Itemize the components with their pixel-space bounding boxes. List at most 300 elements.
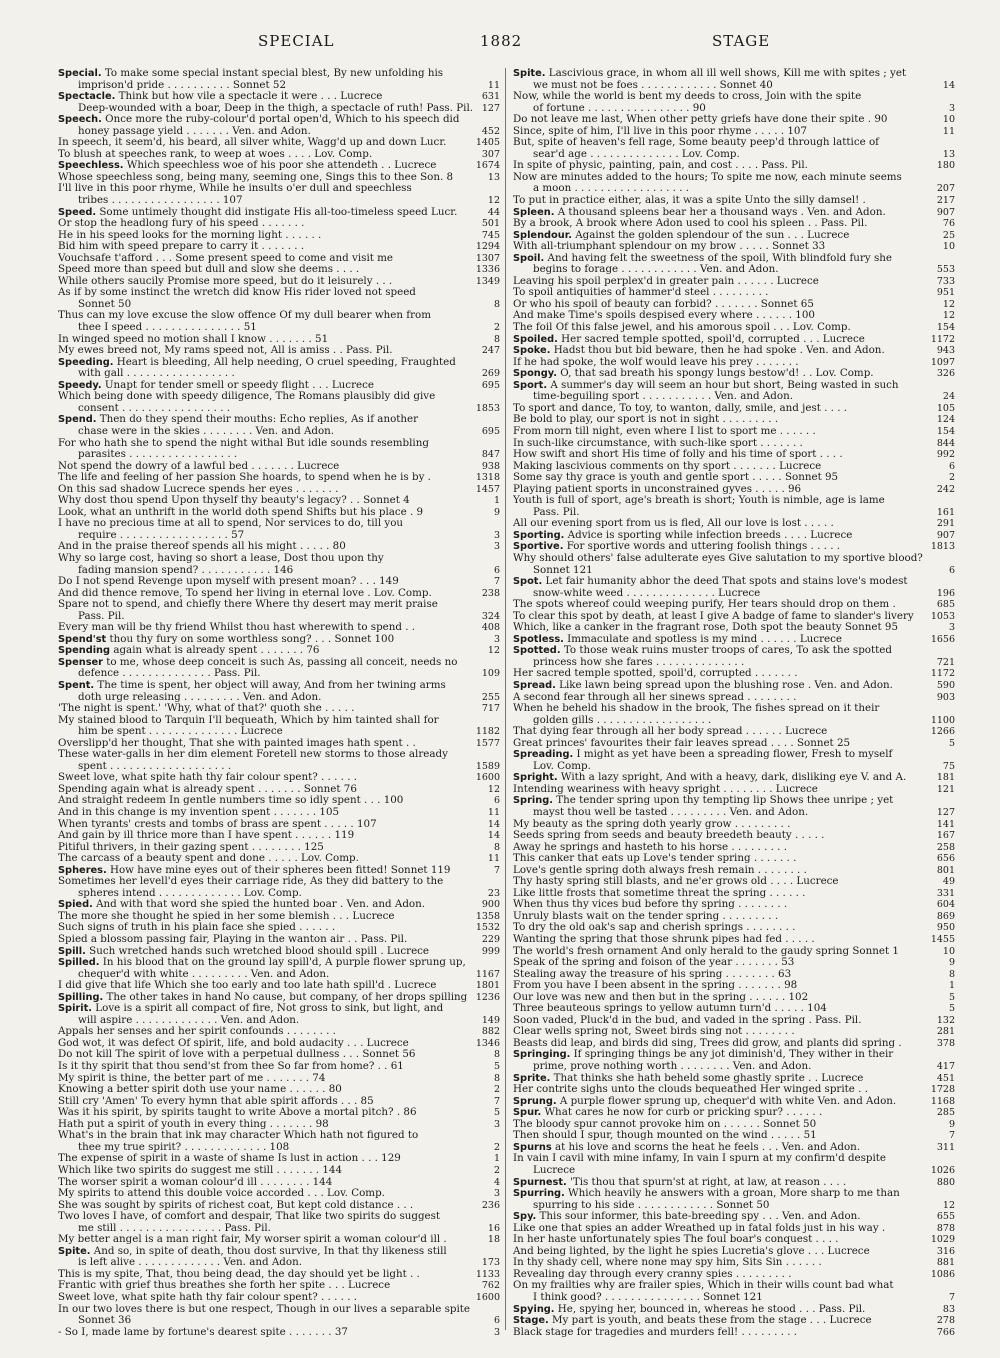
entry-line xyxy=(513,565,955,577)
entry-line xyxy=(58,588,500,600)
entry-line xyxy=(58,899,500,911)
line-reference: 452 xyxy=(481,125,500,137)
entry-text xyxy=(58,160,436,172)
line-reference: 999 xyxy=(481,945,500,957)
line-reference: 1133 xyxy=(475,1268,500,1280)
line-reference: 3 xyxy=(493,541,500,553)
entry-line xyxy=(58,507,500,519)
quotation: Whose speechless song, being many, seeming one, Sings this to thee Son. 8 xyxy=(58,171,454,183)
entry-line xyxy=(513,1073,955,1085)
entry-text xyxy=(58,634,394,646)
line-reference: 324 xyxy=(481,610,500,622)
line-reference: 882 xyxy=(481,1026,500,1038)
entry-line xyxy=(513,657,955,669)
entry-text xyxy=(513,345,885,357)
entry-line xyxy=(58,1269,500,1281)
entry-line xyxy=(58,426,500,438)
entry-text xyxy=(58,749,448,761)
line-reference: 1053 xyxy=(930,610,955,622)
entry-line xyxy=(58,357,500,369)
entry-line xyxy=(58,761,500,773)
quotation: When tyrants' crests and tombs of brass are spent . . . . . 107 xyxy=(58,818,377,830)
entry-line xyxy=(58,842,500,854)
entry-text xyxy=(513,1073,863,1085)
quotation: fading mansion spend? . . . . . . . . . . . 146 xyxy=(78,564,294,576)
entry-text xyxy=(58,807,339,819)
entry-line xyxy=(58,518,500,530)
entry-line xyxy=(58,1038,500,1050)
page-number: 1882 xyxy=(480,32,523,50)
entry-text xyxy=(513,172,902,184)
left-column xyxy=(58,68,500,1338)
entry-line xyxy=(58,160,500,172)
entry-line xyxy=(58,576,500,588)
headword: Speechless. xyxy=(58,160,124,172)
line-reference: 3 xyxy=(493,1188,500,1200)
entry-text xyxy=(533,657,744,669)
quotation: A thousand spleens bear her a thousand ways . Ven. and Adon. xyxy=(554,206,886,218)
entry-text xyxy=(78,103,473,115)
entry-line xyxy=(513,103,955,115)
line-reference: 9 xyxy=(948,957,955,969)
entry-text xyxy=(513,495,885,507)
entry-text xyxy=(513,876,839,888)
entry-line xyxy=(513,1292,955,1304)
line-reference: 141 xyxy=(936,818,955,830)
entry-text xyxy=(513,1096,896,1108)
entry-line xyxy=(58,888,500,900)
quotation: Pass. Pil. xyxy=(533,506,580,518)
quotation: All our evening sport from us is fled, All our love is lost . . . . . xyxy=(513,518,834,530)
entry-line xyxy=(58,1107,500,1119)
entry-text xyxy=(58,207,457,219)
entry-line xyxy=(58,668,500,680)
entry-line xyxy=(58,414,500,426)
line-reference: 181 xyxy=(936,772,955,784)
headword: Spend'st xyxy=(58,633,107,645)
headword: Splendour. xyxy=(513,229,572,241)
quotation: require . . . . . . . . . . . . . . . . . 57 xyxy=(78,529,245,541)
entry-line xyxy=(513,992,955,1004)
entry-text xyxy=(58,1084,342,1096)
quotation: In her haste unfortunately spies The foul boar's conquest . . . . xyxy=(513,1234,839,1246)
line-reference: 5 xyxy=(948,991,955,1003)
headword: Spring. xyxy=(513,795,553,807)
entry-line xyxy=(58,1084,500,1096)
entry-text xyxy=(58,507,423,519)
entry-line xyxy=(58,1257,500,1269)
line-reference: 1 xyxy=(493,1153,500,1165)
quotation: Intending weariness with heavy spright . . . . . . . . Lucrece xyxy=(513,783,818,795)
quotation: with gall . . . . . . . . . . . . . . . . . xyxy=(78,368,235,380)
line-reference: 1457 xyxy=(475,483,500,495)
entry-text xyxy=(513,1003,827,1015)
entry-line xyxy=(58,1315,500,1327)
entry-text xyxy=(58,1188,385,1200)
entry-text xyxy=(58,1269,420,1281)
line-reference: 878 xyxy=(936,1222,955,1234)
quotation: Beasts did leap, and birds did sing, Trees did grow, and plants did spring . xyxy=(513,1037,902,1049)
headword: Spoiled. xyxy=(513,333,558,345)
quotation: spheres intend . . . . . . . . . . . . . Lov. Comp. xyxy=(78,887,302,899)
line-reference: 132 xyxy=(936,1014,955,1026)
quotation: Which speechless woe of his poor she attendeth . . Lucrece xyxy=(123,160,437,172)
entry-line xyxy=(513,1096,955,1108)
line-reference: 316 xyxy=(936,1245,955,1257)
entry-line xyxy=(58,703,500,715)
entry-line xyxy=(513,207,955,219)
entry-line xyxy=(513,287,955,299)
entry-text xyxy=(58,357,456,369)
entry-line xyxy=(513,1165,955,1177)
entry-line xyxy=(58,310,500,322)
line-reference: 3 xyxy=(493,633,500,645)
quotation: Now are minutes added to the hours; To spite me now, each minute seems xyxy=(513,171,902,183)
line-reference: 326 xyxy=(936,368,955,380)
quotation: 'The night is spent.' 'Why, what of that?' quoth she . . . . . xyxy=(58,703,355,715)
headword: Speeding. xyxy=(58,356,114,368)
entry-text xyxy=(513,1142,860,1154)
entry-text xyxy=(513,634,842,646)
line-reference: 83 xyxy=(942,1303,955,1315)
quotation: In vain I cavil with mine infamy, In vain I spurn at my confirm'd despite xyxy=(513,1153,887,1165)
entry-text xyxy=(513,137,879,149)
quotation: What cares he now for curb or pricking spur? . . . . . . xyxy=(541,1107,823,1119)
headword: Spill. xyxy=(58,945,86,957)
entry-text xyxy=(78,195,243,207)
quotation: Sweet love, what spite hath thy fair colour spent? . . . . . . xyxy=(58,772,358,784)
line-reference: 7 xyxy=(493,864,500,876)
quotation: parasites . . . . . . . . . . . . . . . . . xyxy=(78,449,238,461)
line-reference: 1029 xyxy=(930,1234,955,1246)
line-reference: 2 xyxy=(493,1084,500,1096)
entry-text xyxy=(533,715,711,727)
entry-text xyxy=(58,414,418,426)
entry-line xyxy=(58,1142,500,1154)
quotation: Lascivious grace, in whom all ill well shows, Kill me with spites ; yet xyxy=(545,68,907,79)
entry-line xyxy=(58,922,500,934)
quotation: My part is youth, and beats these from the stage . . . Lucrece xyxy=(548,1315,872,1327)
quotation: Sonnet 121 xyxy=(533,564,593,576)
entry-text xyxy=(58,461,339,473)
entry-text xyxy=(58,980,436,992)
entry-text xyxy=(78,1315,131,1327)
quotation: of fortune . . . . . . . . . . . . . . . . 90 xyxy=(533,102,706,114)
entry-text xyxy=(513,403,847,415)
line-reference: 14 xyxy=(487,830,500,842)
quotation: My spirits to attend this double voice accorded . . . Lov. Comp. xyxy=(58,1188,385,1200)
headword: Sporting. xyxy=(513,529,565,541)
entry-line xyxy=(513,1015,955,1027)
entry-line xyxy=(513,1280,955,1292)
entry-text xyxy=(58,1026,336,1038)
entry-text xyxy=(58,1096,374,1108)
entry-text xyxy=(513,611,914,623)
quotation: O, that sad breath his spongy lungs bestow'd! . . Lov. Comp. xyxy=(557,368,874,380)
entry-line xyxy=(513,980,955,992)
line-reference: 1674 xyxy=(475,160,500,172)
quotation: The world's fresh ornament And only herald to the gaudy spring Sonnet 1 xyxy=(513,945,899,957)
entry-line xyxy=(513,807,955,819)
line-reference: 1 xyxy=(493,495,500,507)
quotation: The time is spent, her object will away, And from her twining arms xyxy=(94,679,446,691)
entry-line xyxy=(513,1327,955,1339)
line-reference: 229 xyxy=(481,934,500,946)
entry-text xyxy=(513,541,840,553)
line-reference: 49 xyxy=(942,876,955,888)
quotation: Let fair humanity abhor the deed That spots and stains love's modest xyxy=(542,576,908,588)
quotation: Pitiful thrivers, in their gazing spent . . . . . . . . 125 xyxy=(58,841,324,853)
quotation: Spare not to spend, and chiefly there Where thy desert may merit praise xyxy=(58,599,438,611)
line-reference: 127 xyxy=(481,102,500,114)
quotation: When he beheld his shadow in the brook, The fishes spread on it their xyxy=(513,703,880,715)
entry-text xyxy=(58,1061,404,1073)
entry-text xyxy=(513,784,818,796)
quotation: time-beguiling sport . . . . . . . . . . . Ven. and Adon. xyxy=(533,391,793,403)
entry-line xyxy=(513,334,955,346)
entry-line xyxy=(513,1200,955,1212)
entry-line xyxy=(58,68,500,80)
entry-text xyxy=(58,137,446,149)
entry-text xyxy=(78,530,244,542)
quotation: Which, like a canker in the fragrant rose, Doth spot the beauty Sonnet 95 xyxy=(513,622,898,634)
running-head-right: STAGE xyxy=(712,32,771,50)
entry-line xyxy=(513,772,955,784)
quotation: Spending again what is already spent . . . . . . . Sonnet 76 xyxy=(58,783,357,795)
entry-text xyxy=(513,449,843,461)
quotation: Speed more than speed but dull and slow she deems . . . . xyxy=(58,264,360,276)
entry-line xyxy=(58,380,500,392)
quotation: Playing patient sports in unconstrained gyves . . . . . 96 xyxy=(513,483,802,495)
entry-text xyxy=(513,969,791,981)
entry-line xyxy=(513,160,955,172)
line-reference: 1294 xyxy=(475,241,500,253)
line-reference: 1349 xyxy=(475,275,500,287)
quotation: thee I speed . . . . . . . . . . . . . . . 51 xyxy=(78,322,257,334)
line-reference: 6 xyxy=(948,564,955,576)
line-reference: 10 xyxy=(942,241,955,253)
entry-text xyxy=(58,1119,329,1131)
entry-text xyxy=(533,149,740,161)
entry-text xyxy=(513,680,893,692)
quotation: Be bold to play, our sport is not in sight . . . . . . . . . xyxy=(513,414,779,426)
quotation: Unruly blasts wait on the tender spring . . . . . . . . . xyxy=(513,910,779,922)
line-reference: 12 xyxy=(487,783,500,795)
entry-text xyxy=(513,830,824,842)
entry-line xyxy=(58,299,500,311)
quotation: From morn till night, even where I list to sport me . . . . . . xyxy=(513,425,816,437)
headword: Spite. xyxy=(58,1245,91,1257)
quotation: begins to forage . . . . . . . . . . . . Ven. and Adon. xyxy=(533,264,779,276)
entry-text xyxy=(513,772,906,784)
line-reference: 8 xyxy=(948,968,955,980)
entry-text xyxy=(513,334,865,346)
entry-line xyxy=(513,749,955,761)
quotation: Lov. Comp. xyxy=(533,760,591,772)
entry-text xyxy=(58,484,338,496)
entry-text xyxy=(58,1234,447,1246)
entry-text xyxy=(513,1015,862,1027)
quotation: Her sacred temple spotted, spoil'd, corrupted . . . . . . . xyxy=(513,668,798,680)
entry-text xyxy=(513,195,866,207)
quotation: Advice is sporting while infection breeds . . . . Lucrece xyxy=(564,529,853,541)
entry-line xyxy=(513,495,955,507)
quotation: Once more the ruby-colour'd portal open'd, Which to his speech did xyxy=(101,114,460,126)
quotation: And with that word she spied the hunted boar . Ven. and Adon. xyxy=(92,899,426,911)
quotation: Overslipp'd her thought, That she with painted images hath spent . . xyxy=(58,737,416,749)
entry-line xyxy=(513,1130,955,1142)
entry-text xyxy=(58,795,403,807)
entry-line xyxy=(58,368,500,380)
line-reference: 2 xyxy=(493,322,500,334)
entry-text xyxy=(58,1153,401,1165)
entry-text xyxy=(533,1292,763,1304)
entry-text xyxy=(513,472,838,484)
entry-line xyxy=(513,1142,955,1154)
entry-line xyxy=(58,438,500,450)
headword: Spread. xyxy=(513,679,556,691)
entry-text xyxy=(513,553,923,565)
entry-text xyxy=(58,68,443,80)
entry-text xyxy=(513,1177,846,1189)
entry-text xyxy=(78,1257,302,1269)
entry-line xyxy=(58,853,500,865)
entry-text xyxy=(58,715,439,727)
entry-line xyxy=(58,1015,500,1027)
entry-text xyxy=(513,899,787,911)
entry-text xyxy=(513,299,814,311)
line-reference: 745 xyxy=(481,229,500,241)
entry-text xyxy=(78,1223,271,1235)
quotation: To sport and dance, To toy, to wanton, dally, smile, and jest . . . . xyxy=(513,402,848,414)
quotation: Do not kill The spirit of love with a perpetual dullness . . . Sonnet 56 xyxy=(58,1049,416,1061)
entry-text xyxy=(513,68,906,80)
entry-line xyxy=(513,1223,955,1235)
headword: Speedy. xyxy=(58,379,102,391)
line-reference: 161 xyxy=(936,506,955,518)
entry-text xyxy=(513,126,807,138)
entry-text xyxy=(58,1200,413,1212)
entry-text xyxy=(513,1234,838,1246)
quotation: While others saucily Promise more speed, but do it leisurely . . . xyxy=(58,275,393,287)
quotation: Then should I spur, though mounted on the wind . . . . . 51 xyxy=(513,1130,817,1142)
entry-text xyxy=(58,946,429,958)
entry-text xyxy=(513,576,908,588)
entry-text xyxy=(78,969,329,981)
line-reference: 196 xyxy=(936,587,955,599)
entry-line xyxy=(513,449,955,461)
line-reference: 2 xyxy=(948,472,955,484)
quotation: Making lascivious comments on thy sport . . . . . . . Lucrece xyxy=(513,460,822,472)
entry-line xyxy=(58,1003,500,1015)
entry-text xyxy=(78,449,237,461)
entry-text xyxy=(78,368,235,380)
quotation: In speech, it seem'd, his beard, all silver white, Wagg'd up and down Lucr. xyxy=(58,137,447,149)
line-reference: 604 xyxy=(936,899,955,911)
quotation: This sour informer, this bate-breeding spy . . . Ven. and Adon. xyxy=(536,1211,861,1223)
line-reference: 417 xyxy=(936,1061,955,1073)
headword: Sprite. xyxy=(513,1072,551,1084)
quotation: To put in practice either, alas, it was a spite Unto the silly damsel! . xyxy=(513,195,866,207)
entry-line xyxy=(58,334,500,346)
entry-line xyxy=(58,391,500,403)
entry-text xyxy=(58,253,393,265)
quotation: tribes . . . . . . . . . . . . . . . . . 107 xyxy=(78,195,243,207)
quotation: sear'd age . . . . . . . . . . . . . . Lov. Comp. xyxy=(533,148,740,160)
entry-line xyxy=(513,784,955,796)
entry-text xyxy=(513,241,825,253)
entry-line xyxy=(513,530,955,542)
quotation: Or stop the headlong fury of his speed . . . . . . . xyxy=(58,218,305,230)
quotation: The other takes in hand No cause, but company, of her drops spilling xyxy=(103,991,468,1003)
line-reference: 109 xyxy=(481,668,500,680)
headword: Spright. xyxy=(513,772,558,784)
quotation: I think good? . . . . . . . . . . . . . . . Sonnet 121 xyxy=(533,1291,763,1303)
line-reference: 105 xyxy=(936,402,955,414)
quotation: To blush at speeches rank, to weep at woes . . . . Lov. Comp. xyxy=(58,148,373,160)
line-reference: 733 xyxy=(936,275,955,287)
entry-line xyxy=(58,172,500,184)
entry-text xyxy=(533,1165,575,1177)
line-reference: 11 xyxy=(487,79,500,91)
line-reference: 1600 xyxy=(475,772,500,784)
quotation: To those weak ruins muster troops of cares, To ask the spotted xyxy=(560,645,892,657)
entry-text xyxy=(513,692,796,704)
quotation: Do not leave me last, When other petty griefs have done their spite . 90 xyxy=(513,114,888,126)
entry-line xyxy=(513,195,955,207)
quotation: spurring to his side . . . . . . . . . . . . Sonnet 50 xyxy=(533,1199,770,1211)
entry-line xyxy=(58,819,500,831)
entry-text xyxy=(78,426,334,438)
headword: Spoil. xyxy=(513,252,545,264)
quotation: But, spite of heaven's fell rage, Some beauty peep'd through lattice of xyxy=(513,137,879,149)
quotation: Which being done with speedy diligence, The Romans plausibly did give xyxy=(58,391,436,403)
entry-line xyxy=(58,565,500,577)
line-reference: 9 xyxy=(948,1118,955,1130)
headword: Sprung. xyxy=(513,1095,557,1107)
entry-text xyxy=(58,541,346,553)
line-reference: 18 xyxy=(487,1234,500,1246)
entry-text xyxy=(58,1246,447,1258)
entry-text xyxy=(533,565,593,577)
running-head-left: SPECIAL xyxy=(258,32,335,50)
line-reference: 501 xyxy=(481,218,500,230)
entry-text xyxy=(58,876,443,888)
quotation: Love is a spirit all compact of fire, Not gross to sink, but light, and xyxy=(92,1003,444,1015)
entry-line xyxy=(58,946,500,958)
quotation: Against the golden splendour of the sun . . . Lucrece xyxy=(571,229,850,241)
line-reference: 255 xyxy=(481,691,500,703)
entry-line xyxy=(513,668,955,680)
entry-text xyxy=(78,1142,289,1154)
entry-line xyxy=(513,1003,955,1015)
entry-text xyxy=(513,749,892,761)
entry-line xyxy=(58,611,500,623)
headword: Spurnest. xyxy=(513,1176,567,1188)
line-reference: 121 xyxy=(936,783,955,795)
line-reference: 149 xyxy=(481,1014,500,1026)
quotation: Some untimely thought did instigate His all-too-timeless speed Lucr. xyxy=(96,206,458,218)
quotation: Which like two spirits do suggest me still . . . . . . . 144 xyxy=(58,1164,343,1176)
quotation: I'll live in this poor rhyme, While he insults o'er dull and speechless xyxy=(58,183,412,195)
entry-text xyxy=(58,334,328,346)
quotation: God wot, it was defect Of spirit, life, and bold audacity . . . Lucrece xyxy=(58,1037,409,1049)
entry-line xyxy=(513,1038,955,1050)
line-reference: 695 xyxy=(481,425,500,437)
line-reference: 656 xyxy=(936,853,955,865)
line-reference: 8 xyxy=(493,333,500,345)
entry-text xyxy=(58,1049,415,1061)
